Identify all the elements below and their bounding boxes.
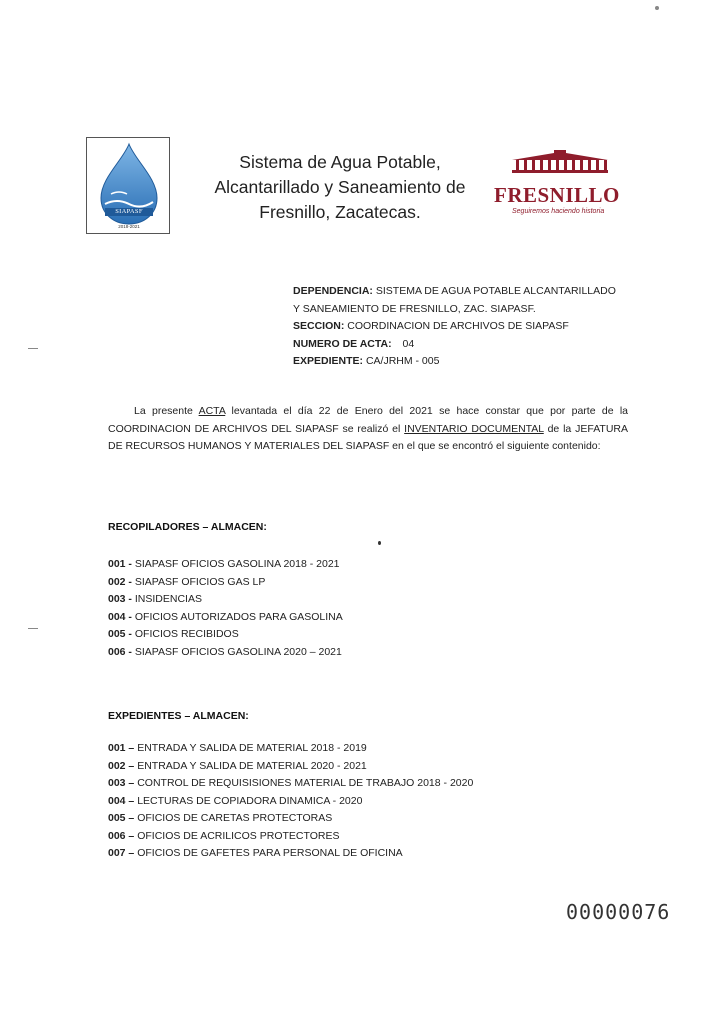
title-line-2: Alcantarillado y Saneamiento de — [214, 177, 466, 197]
seccion-value: COORDINACION DE ARCHIVOS DE SIAPASF — [347, 320, 569, 332]
acta-value: 04 — [402, 337, 415, 350]
list-item — [108, 626, 343, 644]
item-num: 005 - — [108, 628, 132, 640]
recopiladores-list — [108, 556, 343, 661]
item-num: 004 – — [108, 794, 135, 807]
item-num: 003 – — [108, 777, 135, 789]
item-text: INSIDENCIAS — [134, 593, 202, 605]
scan-dot — [378, 541, 381, 545]
para-part-3: de la JEFATURA DE RECURSOS HUMANOS Y MATERIALES DEL SIAPASF en el que se encontró el siguiente contenido: — [108, 422, 629, 452]
scan-mark — [655, 6, 659, 10]
list-item — [108, 758, 473, 776]
para-part-1: La presente — [134, 405, 199, 417]
item-num: 006 – — [108, 829, 135, 842]
logo-left-years: 2018-2021 — [118, 224, 140, 229]
list-item — [108, 644, 343, 662]
title-line-1: Sistema de Agua Potable, — [239, 152, 441, 172]
dependencia-label: DEPENDENCIA: — [293, 285, 373, 297]
item-num: 004 - — [108, 610, 132, 623]
item-text: LECTURAS DE COPIADORA DINAMICA - 2020 — [137, 794, 363, 807]
item-text: OFICIOS DE GAFETES PARA PERSONAL DE OFICINA — [137, 847, 403, 859]
list-item — [108, 609, 343, 627]
list-item — [108, 810, 473, 828]
list-item — [108, 740, 473, 758]
title-line-3: Fresnillo, Zacatecas. — [259, 202, 421, 222]
list-item — [108, 775, 473, 793]
expedientes-list — [108, 740, 473, 863]
expediente-value: CA/JRHM - 005 — [365, 355, 440, 367]
para-part-2: levantada el día 22 de Enero del 2021 se hace constar que por parte de la COORDINACION DE ARCHIVOS DEL SIAPASF se realizó el — [108, 405, 629, 435]
fresnillo-logo — [490, 150, 630, 220]
water-drop-icon — [87, 138, 171, 235]
acta-label: NUMERO DE ACTA: — [293, 337, 392, 350]
list-item — [108, 556, 343, 574]
item-num: 007 – — [108, 847, 135, 859]
list-item — [108, 574, 343, 592]
para-inventario: INVENTARIO DOCUMENTAL — [404, 422, 544, 435]
list-item — [108, 793, 473, 811]
dependencia-value-line2: Y SANEAMIENTO DE FRESNILLO, ZAC. SIAPASF. — [293, 302, 536, 315]
acta-row — [293, 336, 653, 354]
intro-paragraph — [108, 403, 628, 456]
document-info — [293, 283, 653, 371]
folio-number: 00000076 — [566, 900, 671, 924]
list-item — [108, 845, 473, 863]
siapasf-logo — [86, 137, 170, 234]
item-text: OFICIOS RECIBIDOS — [134, 628, 239, 640]
expedientes-heading: EXPEDIENTES – ALMACEN: — [108, 710, 249, 722]
para-acta: ACTA — [198, 405, 226, 417]
item-text: SIAPASF OFICIOS GASOLINA 2020 – 2021 — [134, 645, 342, 658]
seccion-label: SECCION: — [293, 320, 345, 332]
building-icon — [490, 150, 630, 186]
seccion-row — [293, 318, 653, 336]
item-num: 002 – — [108, 759, 135, 772]
item-text: ENTRADA Y SALIDA DE MATERIAL 2018 - 2019 — [137, 742, 367, 754]
list-item — [108, 591, 343, 609]
page-title — [210, 150, 470, 225]
fresnillo-slogan: Seguiremos haciendo historia — [512, 208, 605, 215]
expediente-label: EXPEDIENTE: — [293, 355, 364, 367]
item-text: OFICIOS AUTORIZADOS PARA GASOLINA — [134, 610, 343, 623]
dependencia-row — [293, 283, 653, 301]
scan-mark — [28, 348, 38, 349]
item-num: 001 - — [108, 558, 132, 570]
item-text: OFICIOS DE CARETAS PROTECTORAS — [137, 812, 333, 824]
item-text: CONTROL DE REQUISISIONES MATERIAL DE TRABAJO 2018 - 2020 — [137, 777, 474, 789]
item-num: 002 - — [108, 575, 132, 588]
item-text: SIAPASF OFICIOS GASOLINA 2018 - 2021 — [134, 558, 340, 570]
item-text: OFICIOS DE ACRILICOS PROTECTORES — [137, 829, 340, 842]
item-text: ENTRADA Y SALIDA DE MATERIAL 2020 - 2021 — [137, 759, 367, 772]
list-item — [108, 828, 473, 846]
scan-mark — [28, 628, 38, 629]
item-num: 006 - — [108, 645, 132, 658]
item-num: 003 - — [108, 593, 132, 605]
fresnillo-wordmark: FRESNILLO — [494, 183, 620, 207]
item-text: SIAPASF OFICIOS GAS LP — [134, 575, 266, 588]
item-num: 001 – — [108, 742, 135, 754]
dependencia-value: SISTEMA DE AGUA POTABLE ALCANTARILLADO — [375, 285, 616, 297]
logo-left-text: SIAPASF — [115, 208, 143, 215]
recopiladores-heading: RECOPILADORES – ALMACEN: — [108, 521, 267, 533]
expediente-row — [293, 353, 653, 371]
item-num: 005 – — [108, 812, 135, 824]
